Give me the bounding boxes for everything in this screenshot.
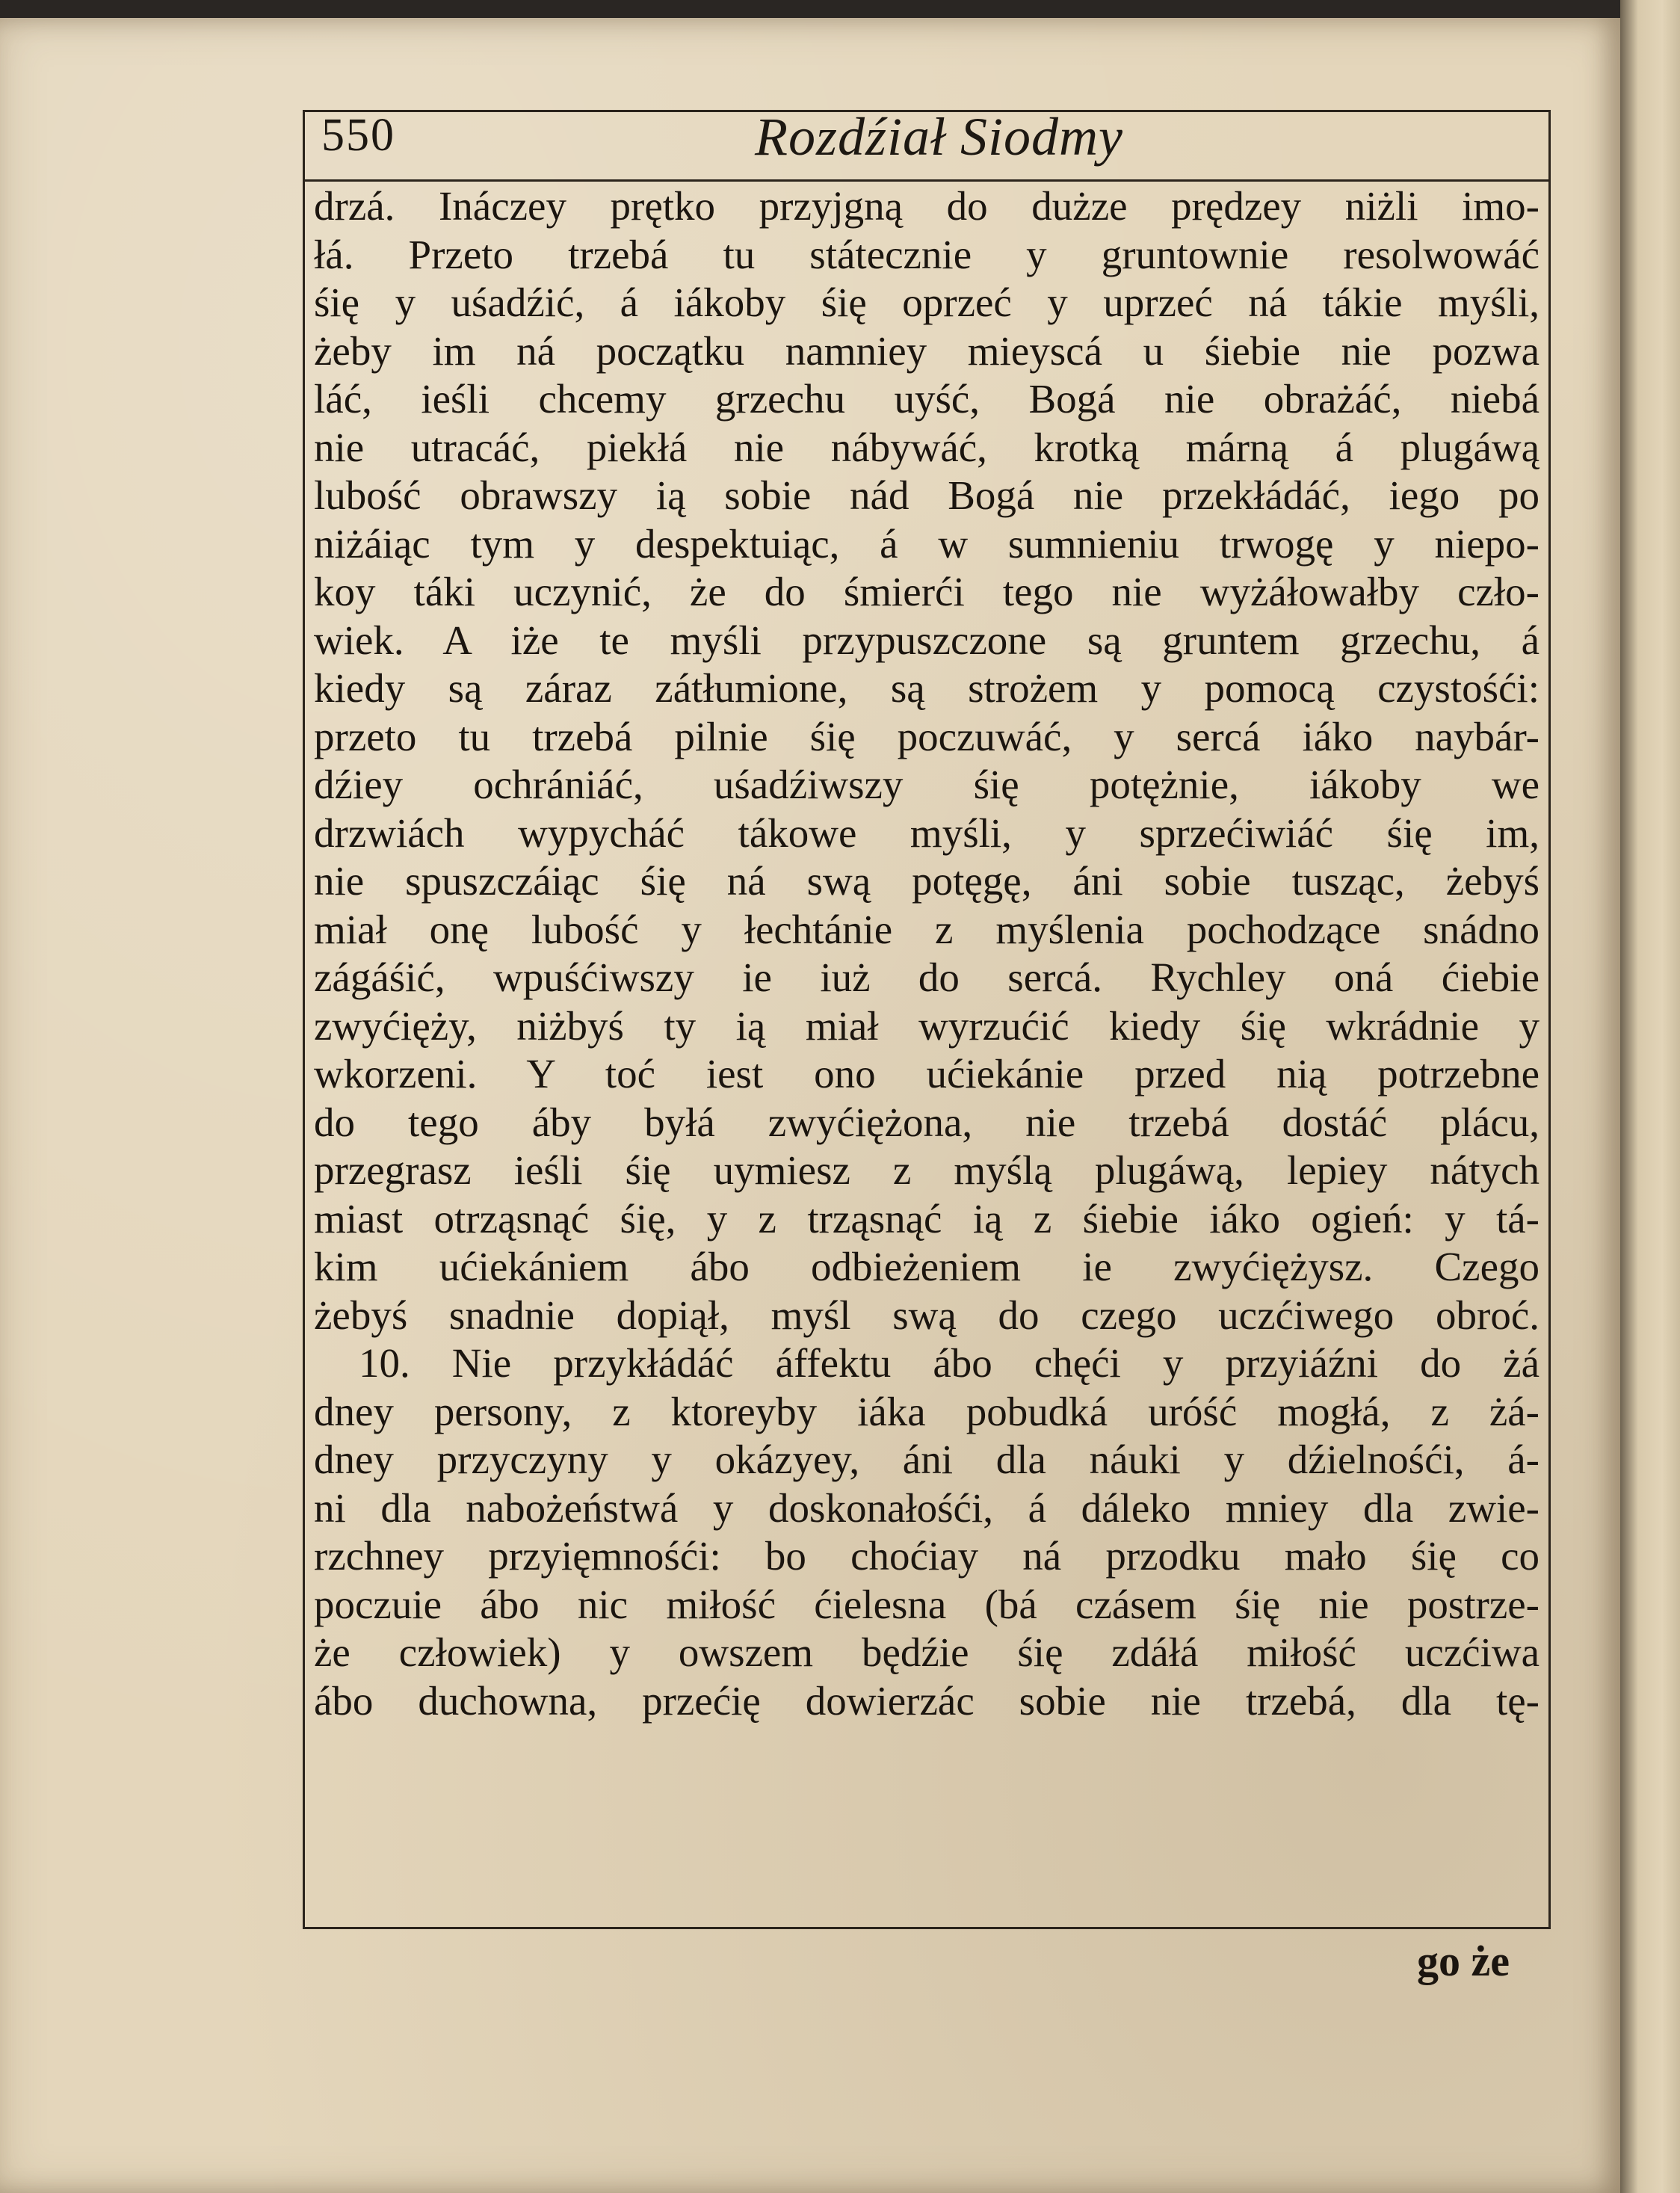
text-line: do tego áby byłá zwyćiężona, nie trzebá dostáć plácu, (314, 1099, 1540, 1145)
body-text (314, 182, 1540, 1725)
page-number: 550 (321, 110, 395, 161)
text-line: ni dla nabożeństwá y doskonałośći, á dáleko mniey dla zwie- (314, 1484, 1540, 1531)
text-line: nie spuszczáiąc śię ná swą potęgę, áni sobie tusząc, żebyś (314, 858, 1540, 904)
adjacent-page-edge (1620, 0, 1680, 2193)
text-line: że człowiek) y owszem będźie śię zdáłá miłość uczćiwa (314, 1629, 1540, 1675)
text-line: ábo duchowna, przećię dowierzác sobie nie trzebá, dla tę- (314, 1677, 1540, 1724)
header-rule (303, 179, 1551, 182)
text-line: nie utracáć, piekłá nie nábywáć, krotką márną á plugáwą (314, 424, 1540, 470)
text-line: drzwiách wypycháć tákowe myśli, y sprzećiwiáć śię im, (314, 809, 1540, 856)
text-line: łá. Przeto trzebá tu státecznie y gruntownie resolwowáć (314, 231, 1540, 277)
text-line: kim ućiekániem ábo odbieżeniem ie zwyćiężysz. Czego (314, 1244, 1540, 1289)
text-line: koy táki uczynić, że do śmierći tego nie wyżáłowałby czło- (314, 569, 1540, 614)
text-line: drzá. Ináczey prętko przyjgną do dużze prędzey niżli imo- (314, 183, 1540, 229)
text-line: dney persony, z ktoreyby iáka pobudká uróść mogłá, z żá- (314, 1388, 1540, 1434)
text-line: láć, ieśli chcemy grzechu uyść, Bogá nie obrażáć, niebá (314, 376, 1540, 422)
text-line: wkorzeni. Y toć iest ono ućiekánie przed nią potrzebne (314, 1051, 1540, 1096)
text-line: zwyćięży, niżbyś ty ią miał wyrzućić kiedy śię wkrádnie y (314, 1002, 1540, 1049)
chapter-title: Rozdźiał Siodmy (755, 107, 1123, 167)
text-line: żebyś snadnie dopiął, myśl swą do czego uczćiwego obroć. (314, 1292, 1540, 1338)
catchword: go że (1417, 1937, 1510, 1985)
running-head (314, 103, 1540, 178)
text-line: wiek. A iże te myśli przypuszczone są gruntem grzechu, á (314, 617, 1540, 663)
text-line: dney przyczyny y okázyey, áni dla náuki y dźielnośći, á- (314, 1437, 1540, 1482)
text-line: śię y uśadźić, á iákoby śię oprzeć y uprzeć ná tákie myśli, (314, 280, 1540, 325)
text-line: lubość obrawszy ią sobie nád Bogá nie przekłádáć, iego po (314, 472, 1540, 518)
text-line: poczuie ábo nic miłość ćielesna (bá czásem śię nie postrze- (314, 1581, 1540, 1627)
text-line: miast otrząsnąć śię, y z trząsnąć ią z śiebie iáko ogień: y tá- (314, 1195, 1540, 1242)
text-line: przegrasz ieśli śię uymiesz z myślą plugáwą, lepiey nátych (314, 1147, 1540, 1193)
text-line: zágáśić, wpuśćiwszy ie iuż do sercá. Rychley oná ćiebie (314, 954, 1540, 1000)
text-line: miał onę lubość y łechtánie z myślenia pochodzące snádno (314, 906, 1540, 952)
text-line: dźiey ochrániáć, uśadźiwszy śię potężnie, iákoby we (314, 762, 1540, 807)
text-line: kiedy są záraz zátłumione, są strożem y pomocą czystośći: (314, 665, 1540, 711)
text-line: przeto tu trzebá pilnie śię poczuwáć, y sercá iáko naybár- (314, 713, 1540, 759)
paragraph-start-line: 10. Nie przykłádáć áffektu ábo chęći y przyiáźni do żá (359, 1340, 1540, 1386)
text-line: niżáiąc tym y despektuiąc, á w sumnieniu trwogę y niepo- (314, 520, 1540, 567)
text-line: żeby im ná początku namniey mieyscá u śiebie nie pozwa (314, 327, 1540, 374)
text-line: rzchney przyięmnośći: bo choćiay ná przodku mało śię co (314, 1533, 1540, 1579)
